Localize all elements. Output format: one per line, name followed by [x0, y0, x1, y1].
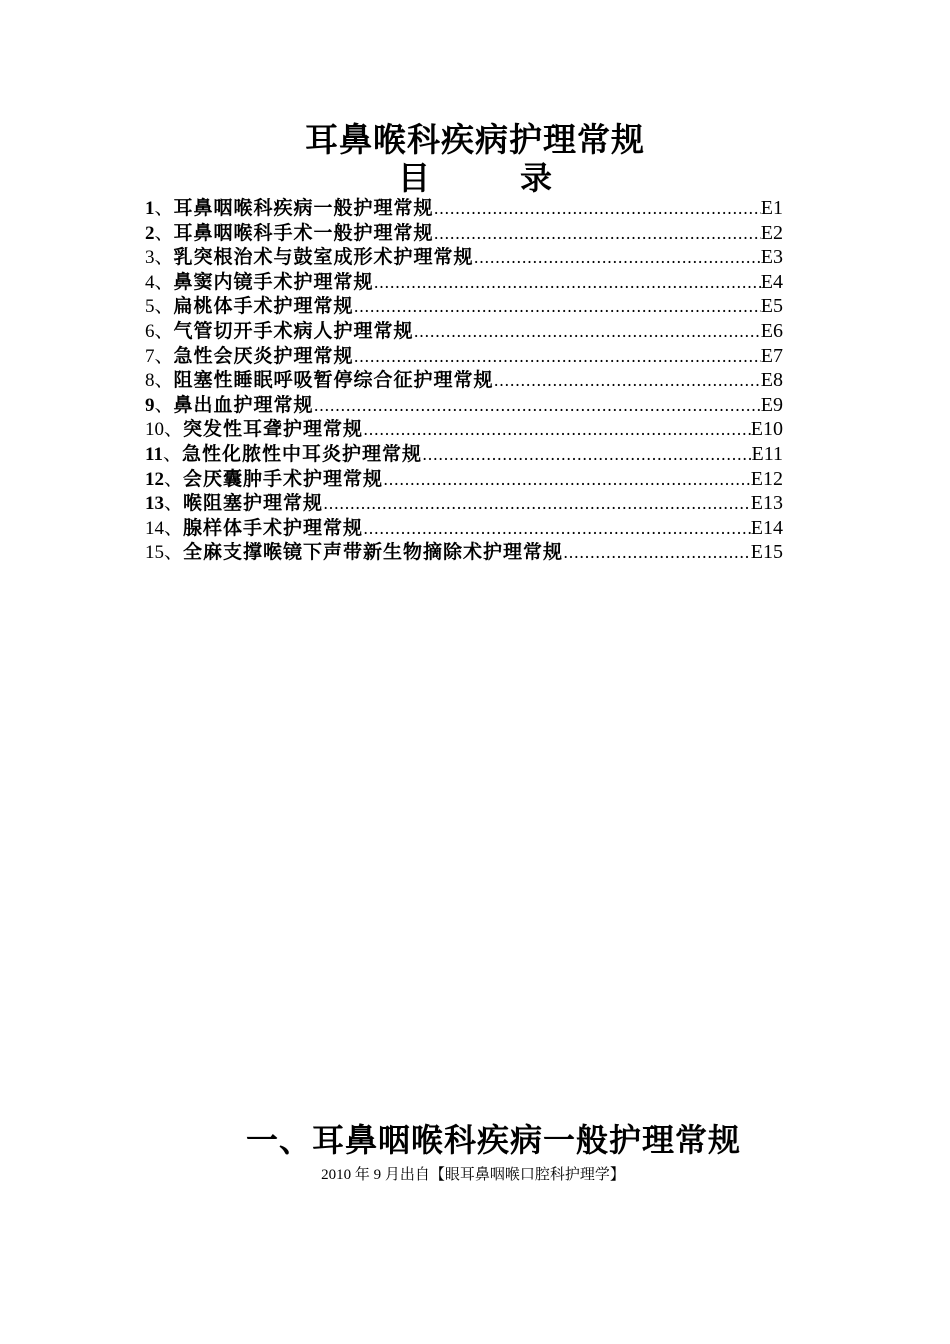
toc-entry-separator: 、: [154, 197, 174, 219]
toc-leader-dots: [383, 468, 751, 492]
toc-entry-separator: 、: [164, 541, 184, 564]
section-heading: 一、耳鼻咽喉科疾病一般护理常规: [246, 1121, 742, 1159]
toc-entry[interactable]: [145, 540, 783, 565]
toc-entry-separator: 、: [154, 221, 174, 244]
document-title: 耳鼻喉科疾病护理常规: [305, 120, 645, 159]
toc-entry[interactable]: [145, 196, 783, 221]
toc-entry-number: 2: [145, 222, 155, 244]
toc-entry-page: E3: [760, 246, 783, 269]
toc-leader-dots: [563, 541, 751, 565]
table-of-contents: [145, 196, 783, 565]
toc-leader-dots: [422, 443, 752, 467]
toc-entry-separator: 、: [154, 319, 174, 342]
toc-entry-label: 突发性耳聋护理常规: [183, 418, 364, 441]
toc-entry-label: 急性化脓性中耳炎护理常规: [181, 442, 422, 465]
toc-leader-dots: [314, 394, 761, 418]
toc-leader-dots: [434, 197, 761, 221]
toc-entry-number: 3: [145, 247, 155, 269]
source-note: [0, 1164, 950, 1186]
toc-entry-page: E13: [750, 492, 783, 515]
toc-entry-number: 13: [145, 493, 164, 515]
toc-entry-page: E2: [760, 221, 783, 244]
toc-entry-page: E4: [760, 270, 783, 293]
toc-leader-dots: [363, 517, 751, 541]
toc-entry-separator: 、: [154, 295, 174, 318]
toc-entry-number: 7: [145, 345, 155, 367]
toc-entry-separator: 、: [154, 344, 174, 367]
toc-entry-label: 急性会厌炎护理常规: [173, 344, 354, 367]
toc-entry-separator: 、: [164, 467, 184, 490]
toc-entry-label: 鼻出血护理常规: [173, 393, 314, 416]
toc-entry-label: 耳鼻咽喉科手术一般护理常规: [173, 221, 434, 244]
toc-entry-page: E10: [750, 418, 783, 441]
toc-entry[interactable]: [145, 368, 783, 393]
toc-entry-label: 扁桃体手术护理常规: [173, 295, 354, 318]
toc-entry-label: 腺样体手术护理常规: [183, 516, 364, 539]
toc-entry-number: 12: [145, 468, 164, 490]
toc-entry-label: 耳鼻咽喉科疾病一般护理常规: [173, 197, 434, 219]
toc-entry-page: E5: [760, 295, 783, 318]
toc-entry-page: E14: [750, 516, 783, 539]
toc-entry-separator: 、: [164, 418, 184, 441]
toc-leader-dots: [494, 369, 761, 393]
toc-entry[interactable]: [145, 221, 783, 246]
toc-leader-dots: [354, 295, 761, 319]
toc-entry[interactable]: [145, 319, 783, 344]
toc-entry[interactable]: [145, 245, 783, 270]
toc-entry-number: 1: [145, 198, 155, 219]
toc-entry-separator: 、: [154, 369, 174, 392]
toc-entry[interactable]: [145, 417, 783, 442]
toc-entry-separator: 、: [162, 442, 182, 465]
toc-leader-dots: [414, 320, 761, 344]
toc-entry-page: E15: [750, 541, 783, 564]
toc-entry-number: 11: [145, 443, 163, 465]
toc-entry-separator: 、: [164, 516, 184, 539]
toc-entry-label: 鼻窦内镜手术护理常规: [173, 270, 374, 293]
toc-leader-dots: [323, 492, 751, 516]
toc-entry[interactable]: [145, 294, 783, 319]
toc-entry-page: E6: [760, 319, 783, 342]
source-note-text: 2010 年 9 月出自【眼耳鼻咽喉口腔科护理学】: [321, 1167, 625, 1183]
toc-entry-number: 5: [145, 296, 155, 318]
toc-entry[interactable]: [145, 516, 783, 541]
toc-entry-page: E8: [760, 369, 783, 392]
toc-heading-left: 目: [397, 159, 430, 197]
toc-leader-dots: [363, 418, 751, 442]
toc-entry-label: 会厌囊肿手术护理常规: [183, 467, 384, 490]
toc-leader-dots: [474, 246, 761, 270]
toc-heading: [0, 158, 950, 198]
toc-entry-separator: 、: [164, 492, 184, 515]
toc-entry[interactable]: [145, 442, 783, 467]
toc-entry-label: 全麻支撑喉镜下声带新生物摘除术护理常规: [183, 541, 564, 564]
toc-entry-number: 4: [145, 271, 155, 293]
toc-entry-number: 6: [145, 320, 155, 342]
toc-entry-page: E7: [760, 344, 783, 367]
toc-entry-page: E11: [751, 442, 783, 465]
toc-entry[interactable]: [145, 467, 783, 492]
toc-entry-label: 气管切开手术病人护理常规: [173, 319, 414, 342]
toc-entry-number: 15: [145, 542, 164, 564]
toc-entry-number: 10: [145, 419, 164, 441]
toc-entry-label: 乳突根治术与鼓室成形术护理常规: [173, 246, 474, 269]
toc-heading-right: 录: [520, 159, 553, 197]
toc-entry-separator: 、: [154, 393, 174, 416]
toc-entry-page: E9: [760, 393, 783, 416]
toc-leader-dots: [354, 345, 761, 369]
toc-entry[interactable]: [145, 270, 783, 295]
toc-entry-page: E1: [760, 197, 783, 219]
toc-entry[interactable]: [145, 393, 783, 418]
toc-entry-separator: 、: [154, 246, 174, 269]
toc-entry-page: E12: [750, 467, 783, 490]
toc-entry-label: 阻塞性睡眠呼吸暂停综合征护理常规: [173, 369, 494, 392]
toc-leader-dots: [434, 222, 761, 246]
toc-entry-number: 14: [145, 517, 164, 539]
toc-entry[interactable]: [145, 491, 783, 516]
toc-entry-number: 8: [145, 370, 155, 392]
toc-entry-number: 9: [145, 394, 155, 416]
toc-leader-dots: [374, 271, 761, 295]
toc-entry-separator: 、: [154, 270, 174, 293]
toc-entry-label: 喉阻塞护理常规: [183, 492, 324, 515]
toc-entry[interactable]: [145, 344, 783, 369]
